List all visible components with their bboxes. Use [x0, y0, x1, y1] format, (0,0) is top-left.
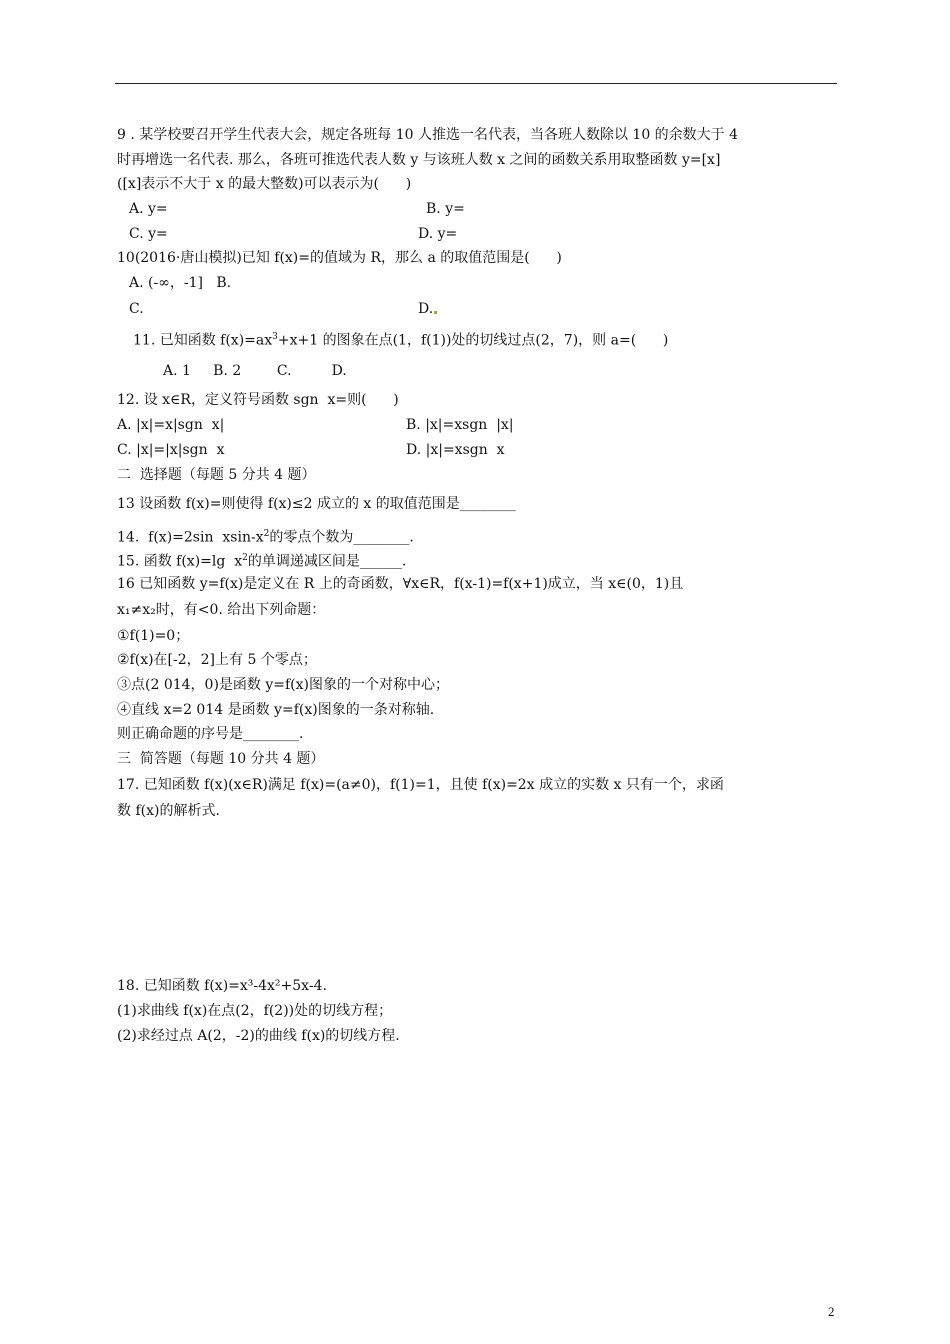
q9-option-b: B. y=: [426, 201, 465, 217]
header-rule: [115, 83, 837, 84]
q13: 13 设函数 f(x)=则使得 f(x)≤2 成立的 x 的取值范围是________: [117, 496, 516, 512]
section-3-heading: 三 简答题（每题 10 分共 4 题）: [117, 751, 325, 767]
q18-stem: 18. 已知函数 f(x)=x³-4x²+5x-4.: [117, 978, 327, 994]
q9-line2: 时再增选一名代表. 那么，各班可推选代表人数 y 与该班人数 x 之间的函数关系用取整函数 y=[x]: [117, 152, 721, 168]
q17-line2: 数 f(x)的解析式.: [117, 803, 220, 819]
q16-line1: 16 已知函数 y=f(x)是定义在 R 上的奇函数，∀x∈R，f(x-1)=f(x+1)成立，当 x∈(0，1)且: [117, 576, 684, 592]
q18-part-1: (1)求曲线 f(x)在点(2，f(2))处的切线方程；: [117, 1003, 393, 1019]
q10-options-ab: A. (-∞，-1] B.: [129, 275, 232, 291]
q9-line1: 9 . 某学校要召开学生代表大会，规定各班每 10 人推选一名代表，当各班人数除以 10 的余数大于 4: [117, 127, 739, 143]
q16-item-2: ②f(x)在[-2，2]上有 5 个零点；: [117, 652, 317, 668]
q9-option-c: C. y=: [129, 226, 168, 242]
q9-option-d: D. y=: [418, 226, 458, 242]
q12-option-c: C. |x|=|x|sgn x: [117, 442, 225, 458]
section-2-heading: 二 选择题（每题 5 分共 4 题）: [117, 467, 316, 483]
q10-option-c: C.: [129, 301, 144, 317]
q14: 14. f(x)=2sin xsin-$x^2$的零点个数为________.: [117, 529, 414, 546]
q16-item-4: ④直线 x=2 014 是函数 y=f(x)图象的一条对称轴.: [117, 702, 435, 718]
q12-option-d: D. |x|=xsgn x: [406, 442, 505, 458]
q11-stem: 11. 已知函数 $f(x)=ax^3+x+1$ 的图象在点(1，f(1))处的切线过点(2，7)，则 a=( ): [133, 332, 669, 349]
q11-options: A. 1 B. 2 C. D.: [163, 363, 347, 379]
q17-line1: 17. 已知函数 f(x)(x∈R)满足 f(x)=(a≠0)，f(1)=1，且使 f(x)=2x 成立的实数 x 只有一个，求函: [117, 777, 724, 793]
q16-line2: x₁≠x₂时，有<0. 给出下列命题：: [117, 602, 326, 618]
q15: 15. 函数 f(x)=lg $x^2$的单调递减区间是______.: [117, 553, 407, 570]
q16-item-1: ①f(1)=0；: [117, 628, 190, 644]
q10-option-d: D.: [418, 300, 437, 318]
q18-part-2: (2)求经过点 A(2，-2)的曲线 f(x)的切线方程.: [117, 1028, 400, 1044]
q16-ask: 则正确命题的序号是________.: [117, 726, 304, 742]
q12-option-a: A. |x|=x|sgn x|: [117, 417, 225, 433]
q12-option-b: B. |x|=xsgn |x|: [406, 417, 514, 433]
q16-item-3: ③点(2 014，0)是函数 y=f(x)图象的一个对称中心；: [117, 677, 449, 693]
q12-stem: 12. 设 x∈R，定义符号函数 sgn x=则( ): [117, 392, 399, 408]
artifact-dot: [434, 311, 437, 314]
q9-line3: ([x]表示不大于 x 的最大整数)可以表示为( ): [117, 176, 412, 192]
q10-stem: 10(2016·唐山模拟)已知 f(x)=的值域为 R，那么 a 的取值范围是( ): [117, 250, 562, 266]
q9-option-a: A. y=: [129, 201, 168, 217]
page-number: 2: [828, 1304, 835, 1319]
